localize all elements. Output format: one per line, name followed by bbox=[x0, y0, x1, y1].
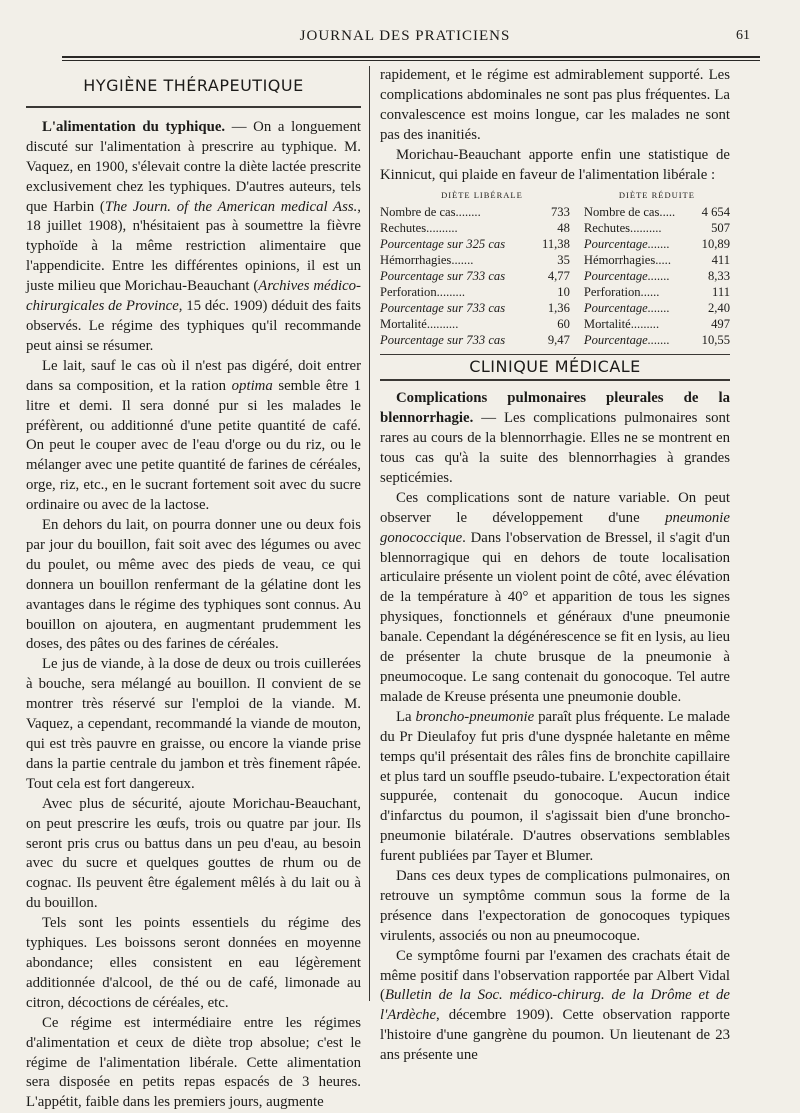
table-row bbox=[380, 236, 730, 252]
header-rule bbox=[62, 56, 760, 58]
table-cell-label: Pourcentage sur 733 cas bbox=[380, 333, 506, 348]
table-cell-value: 733 bbox=[551, 204, 570, 219]
table-cell-label: Nombre de cas........ bbox=[380, 204, 481, 219]
table-cell-value: 2,40 bbox=[707, 301, 730, 316]
paragraph: Ce symptôme fourni par l'examen des crachats était de même positif dans l'observation rapportée par Albert Vidal (Bulletin de la Soc. médico-chirurg. de la Drôme et de l'Ardèche, décembre 1909). Cette observation rapporte l'histoire d'une gangrène du poumon. Un lieutenant de 23 ans présente une bbox=[380, 947, 730, 1064]
article-title: L'alimentation du typhique. bbox=[42, 118, 226, 135]
table-cell-label: Mortalité.......... bbox=[380, 317, 459, 332]
table-row bbox=[380, 300, 730, 316]
paragraph: Dans ces deux types de complications pulmonaires, on retrouve un symptôme commun sous la forme de la présence dans l'expectoration de gonocoques typiques virulents, associés ou non au pneumocoque. bbox=[380, 868, 730, 944]
table-header-liberal: DIÈTE LIBÉRALE bbox=[441, 190, 523, 201]
table-row bbox=[380, 332, 730, 348]
header-rule-thin bbox=[62, 60, 760, 61]
table-header-reduced: DIÈTE RÉDUITE bbox=[618, 190, 695, 201]
running-head bbox=[60, 28, 750, 50]
table-cell-label: Rechutes.......... bbox=[583, 220, 662, 235]
paragraph: L'alimentation du typhique. — On a longuement discuté sur l'alimentation à prescrire au typhique. M. Vaquez, en 1900, s'élevait contre la diète lactée prescrite exclusivement chez les typhiques. D'autres auteurs, tels que Harbin (The Journ. of the American medical Ass., 18 juillet 1908), n'hésitaient pas à soumettre la fièvre typhoïde à la même restriction alimentaire que l'appendicite. Entre les différentes opinions, il est un juste milieu que Morichau-Beauchant (Archives médico-chirurgicales de Province, 15 déc. 1909) déduit des faits observés. Le régime des typhiques qu'il recommande peut ainsi se résumer. bbox=[26, 118, 361, 354]
table-row bbox=[380, 220, 730, 236]
paragraph: Complications pulmonaires pleurales de la blennorrhagie. — Les complications pulmonaires sont rares au cours de la blennorrhagie. Elles ne se montrent en tous cas qu'à la suite des blennorrhagies à grandes septicémies. bbox=[380, 390, 730, 486]
table-cell-label: Nombre de cas..... bbox=[583, 204, 676, 219]
table-cell-value: 8,33 bbox=[707, 268, 730, 283]
section-title-hygiene: HYGIÈNE THÉRAPEUTIQUE bbox=[83, 76, 304, 95]
citation: The Journ. of the American medical Ass. bbox=[104, 198, 358, 215]
table-cell-value: 10,55 bbox=[701, 333, 730, 348]
running-title: JOURNAL DES PRATICIENS bbox=[299, 28, 511, 44]
paragraph: Tels sont les points essentiels du régime des typhiques. Les boissons seront données en moyenne abondance; elles consistent en eau légèrement additionnée d'alcool, de thé ou de café, limonade au citron, décoctions de céréales, etc. bbox=[26, 915, 361, 1011]
paragraph: Ces complications sont de nature variable. On peut observer le développement d'une pneumonie gonococcique. Dans l'observation de Bressel, il s'agit d'un blennorragique qui en dehors de toute localisation articulaire présente un violent point de côté, avec élévation de la température à 40° et apparition de tous les signes physiques, fonctionnels et généraux d'une pneumonie banale. Cependant la dégénérescence se fit en lysis, au lieu de présenter la chute brusque de la pneumonie à pneumocoque. Le sang contenait du gonocoque. Tel autre malade de Kreuse présenta une pneumonie double. bbox=[380, 489, 730, 705]
citation: Archives médico-chirurgicales de Province bbox=[26, 278, 361, 315]
table-cell-value: 60 bbox=[557, 317, 570, 332]
table-cell-label: Pourcentage....... bbox=[583, 301, 670, 316]
section-title-clinique: CLINIQUE MÉDICALE bbox=[469, 357, 641, 377]
table-cell-label: Rechutes.......... bbox=[380, 220, 458, 235]
paragraph: Avec plus de sécurité, ajoute Morichau-Beauchant, on peut prescrire les œufs, trois ou quatre par jour. Ils seront pris crus ou battus dans un peu d'eau, au besoin avec du sucre et quelques gouttes de rhum ou de cognac. Ils peuvent être également mêlés à du lait ou à du bouillon. bbox=[26, 795, 361, 912]
paragraph: Morichau-Beauchant apporte enfin une statistique de Kinnicut, qui plaide en faveur de l'alimentation libérale : bbox=[380, 146, 730, 183]
right-column bbox=[380, 66, 730, 1066]
table-cell-value: 35 bbox=[557, 252, 570, 267]
table-cell-label: Perforation...... bbox=[583, 285, 660, 299]
page-number: 61 bbox=[736, 28, 750, 43]
table-cell-value: 10,89 bbox=[701, 236, 730, 251]
article-title: Complications pulmonaires pleurales de la blennorrhagie. bbox=[380, 390, 730, 427]
table-cell-label: Pourcentage sur 733 cas bbox=[380, 268, 506, 283]
table-cell-value: 48 bbox=[557, 220, 570, 235]
paragraph: Ce régime est intermédiaire entre les régimes d'alimentation et ceux de diète trop absolue; c'est le régime de l'alimentation libérale. Cette alimentation sera disposée en petits repas espacés de 3 heures. L'appétit, faible dans les premiers jours, augmente bbox=[26, 1014, 361, 1111]
column-divider bbox=[369, 66, 370, 1001]
table-cell-value: 497 bbox=[711, 317, 730, 332]
table-cell-label: Pourcentage sur 733 cas bbox=[380, 301, 506, 316]
section-rule bbox=[380, 379, 730, 381]
table-cell-value: 411 bbox=[711, 252, 730, 267]
table-row bbox=[380, 204, 730, 220]
table-cell-value: 11,38 bbox=[542, 236, 570, 251]
paragraph: Le lait, sauf le cas où il n'est pas digéré, doit entrer dans sa composition, et la ration optima semble être 1 litre et demi. Il sera donné pur si les malades le préfèrent, ou additionné d'une petite quantité de café. On peut le couper avec de l'eau d'orge ou du riz, ou le mélanger avec une petite quantité de farines de céréales, orge, riz, etc., en le sucrant fortement soit avec du sucre ordinaire ou avec de la lactose. bbox=[26, 357, 361, 514]
left-column bbox=[26, 66, 361, 1113]
table-cell-value: 4 654 bbox=[701, 204, 730, 219]
table-cell-label: Pourcentage....... bbox=[583, 236, 670, 251]
table-row bbox=[380, 316, 730, 332]
table-row bbox=[380, 268, 730, 284]
citation: Bulletin de la Soc. médico-chirurg. de la Drôme et de l'Ardèche bbox=[380, 987, 730, 1024]
kinnicut-statistics-table bbox=[380, 187, 730, 348]
table-cell-label: Pourcentage....... bbox=[583, 333, 670, 348]
section-rule bbox=[380, 354, 730, 355]
table-row bbox=[380, 252, 730, 268]
table-cell-label: Pourcentage sur 325 cas bbox=[380, 236, 506, 251]
table-cell-value: 1,36 bbox=[547, 301, 570, 316]
table-cell-value: 4,77 bbox=[547, 268, 570, 283]
table-row bbox=[380, 284, 730, 300]
table-cell-label: Hémorrhagies....... bbox=[380, 252, 474, 267]
table-cell-label: Perforation......... bbox=[380, 285, 465, 299]
table-cell-value: 10 bbox=[557, 285, 570, 299]
paragraph: La broncho-pneumonie paraît plus fréquente. Le malade du Pr Dieulafoy fut pris d'une dyspnée haletante en même temps qu'il présentait des râles fins de bronchite capillaire et plus tard un souffle pseudo-tubaire. L'expectoration était suppurée, contenait du gonocoque. Aucun indice d'infarctus du poumon, il s'agissait bien d'une broncho-pneumonie bilatérale. D'autres observations semblables furent publiées par Tayer et Blumer. bbox=[380, 708, 730, 865]
paragraph: Le jus de viande, à la dose de deux ou trois cuillerées à bouche, sera mélangé au bouillon. Il convient de se montrer très réservé sur l'emploi de la viande. M. Vaquez, a cependant, recommandé la viande de mouton, qui est très pauvre en graisse, ou encore la viande prise dans la partie centrale du jambon et très finement râpée. Tout cela est fort dangereux. bbox=[26, 656, 361, 792]
table-cell-value: 111 bbox=[712, 285, 730, 299]
table-cell-label: Mortalité......... bbox=[583, 317, 660, 332]
table-cell-value: 9,47 bbox=[547, 333, 570, 348]
table-cell-label: Pourcentage....... bbox=[583, 268, 670, 283]
table-cell-label: Hémorrhagies..... bbox=[583, 252, 671, 267]
paragraph: En dehors du lait, on pourra donner une ou deux fois par jour du bouillon, fait soit avec des légumes ou avec du poulet, ou même avec des pieds de veau, ce qui donnera un bouillon renfermant de la gélatine dont les avantages dans le régime des typhiques sont connus. Au bouillon on ajoutera, en augmentant prudemment les doses, des pâtes ou des farines de céréales. bbox=[26, 517, 361, 653]
paragraph: rapidement, et le régime est admirablement supporté. Les complications abdominales ne sont pas plus fréquentes. La convalescence est moins longue, car les malades ne sont pas des inanitiés. bbox=[380, 67, 730, 143]
table-cell-value: 507 bbox=[711, 220, 730, 235]
section-rule bbox=[26, 106, 361, 108]
